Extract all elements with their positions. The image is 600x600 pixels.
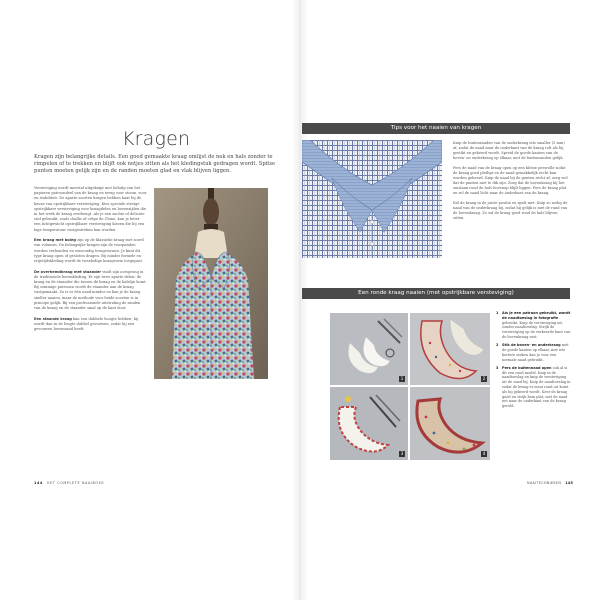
- step-photo-4: [410, 387, 490, 460]
- step-item: 1 Als je een patroon gebruikt, wordt de naadtoeslag in fotografie gebruikt. Knip de versteviging uit, zonder naadtoeslag. Strijk de versteviging op de verkeerde kant van de bovenkraag vast.: [496, 311, 571, 339]
- intro-paragraph: Kragen zijn belangrijke details. Een goed gemaakte kraag omlijst de nek en hals zonder te rimpelen of te trekken en blijft ook netjes zitten als het kledingstuk gedragen wordt. Spitse punten moeten gelijk zijn en de randen moeten glad en vlak blijven liggen.: [34, 154, 276, 174]
- step-badge: 1: [400, 376, 404, 381]
- body-paragraph: De overhemdkraag met staander vindt zijn oorsprong in de traditionele herenkleding. Er zijn twee aparte delen: de kraag en de staander die tussen de kraag en de halslijn komt. Bij sommige patronen wordt de staander aan de kraag vastgemaakt. Zo is er één naad minder en kan je de kraag sneller naaien, maar de methode voor beide soorten is in principe gelijk. Bij een professionele uitstraling de randen van de kraag en de staander smal op de kant door.: [34, 269, 147, 311]
- body-paragraph: Een staande kraag kan een dubbele hoogte hebben; hij wordt dan in de lengte dubbel gevouwen, zodat hij een gevouwen bovenrand heeft.: [34, 316, 139, 332]
- shirt-collar-photo: [302, 140, 442, 258]
- step-badge: 4: [482, 451, 486, 456]
- step-item: 3 Pers de buitennaad open ook al is dit een rond model. Knip in de naadtoeslag en knip de versteviging uit de naad bij. Knip de naadtoeslag in zodat de kraag er mooi rond uit komt als hij gekeerd wordt. Keer de kraag goed en strijk hem plat, met de naad net naar de onderkant van de kraag gerold.: [496, 365, 571, 409]
- section-header-tips: Tips voor het naaien van kragen: [302, 123, 570, 134]
- folio-right: NAAITECHNIEKEN 145: [527, 481, 574, 485]
- step-photo-1: [330, 313, 408, 385]
- body-column: [34, 186, 147, 338]
- body-paragraph: Een kraag met boleg zijn op de klassieke kraag met zowel van volumes. De belangrijke kragen zijn de voorpanden worden verbonden en eenvoudig terugvouwen. Je kunt dit type kraag open of gesloten dragen. Bij minder formele en vrijetijdskleding wordt de tweeledige kraagvorm toegepast.: [34, 238, 144, 264]
- step-badge: 2: [482, 376, 486, 381]
- dress-form-photo: [154, 188, 268, 379]
- section-header-round-collar: Een ronde kraag naaien (met opstrijkbare versteviging): [302, 288, 570, 299]
- steps-list: [496, 311, 572, 412]
- tip-paragraph: Rol de kraag in de juiste positie en spelt met. Knip zo nodig de naad van de onderkraag bij, zodat hij gelijk is met de rand van de bovenkraag. Zo zal de kraag goed rond de hals blijven zitten.: [453, 200, 568, 220]
- folio-left: 144 HET COMPLETE NAAIBOEK: [34, 481, 105, 485]
- step-badge: 3: [400, 451, 404, 456]
- right-page: [300, 0, 600, 600]
- body-paragraph: Versteviging wordt meestal uitgeknipt met behulp van het papieren patroondeel van de kraag en terug voor stoom, voor en stabiliteit. De aparte soorten kragen hebben baat bij de keuze van opstrijkbare versteviging. Kies speciale stevige opstrijkbare versteviging voor kraagdelen en bovenzijden die in het werk de kraag overbrugt. Als je een zachte of delicate stof gebruikt, zoals challis of crêpe de Chine, kun je beter een lichtgewicht opstrijkbare versteviging kiezen die bij een lage temperatuur vastgestreken kan worden.: [34, 186, 147, 232]
- tip-paragraph: Pers de naad van de kraag open op een kleine persrolle zodat de kraag goed platligt en de naad gemakkelijk recht kan worden gekeerd. Knip de naad bij de punten recht af; zorg wel dat de punten niet te dik zijn. Zorg dat de bovenkraag bij het omslaan rond de hals bovenop blijft liggen. Pers de kraag plat en rol de naad licht naar de onderkant van de kraag.: [453, 165, 568, 195]
- page-gutter: [292, 0, 308, 600]
- tips-column: [453, 141, 570, 225]
- step-photo-3: [330, 387, 408, 460]
- page-title: Kragen: [122, 128, 191, 150]
- tip-paragraph: Knip de buitenranden van de onderkraag iets smaller (3 mm) af, zodat de naad naar de onderkant van de kraag rolt als hij gestikt en gekeerd wordt. Spreid de goede kanten van de boven- en onderkraag op elkaar, met de buitenranden gelijk.: [453, 141, 565, 160]
- step-item: 2 Stik de boven- en onderkraag met de goede kanten op elkaar, met iets kortere steken dan je voor een normale naad gebruikt.: [496, 343, 569, 362]
- step-photo-2: [410, 313, 490, 385]
